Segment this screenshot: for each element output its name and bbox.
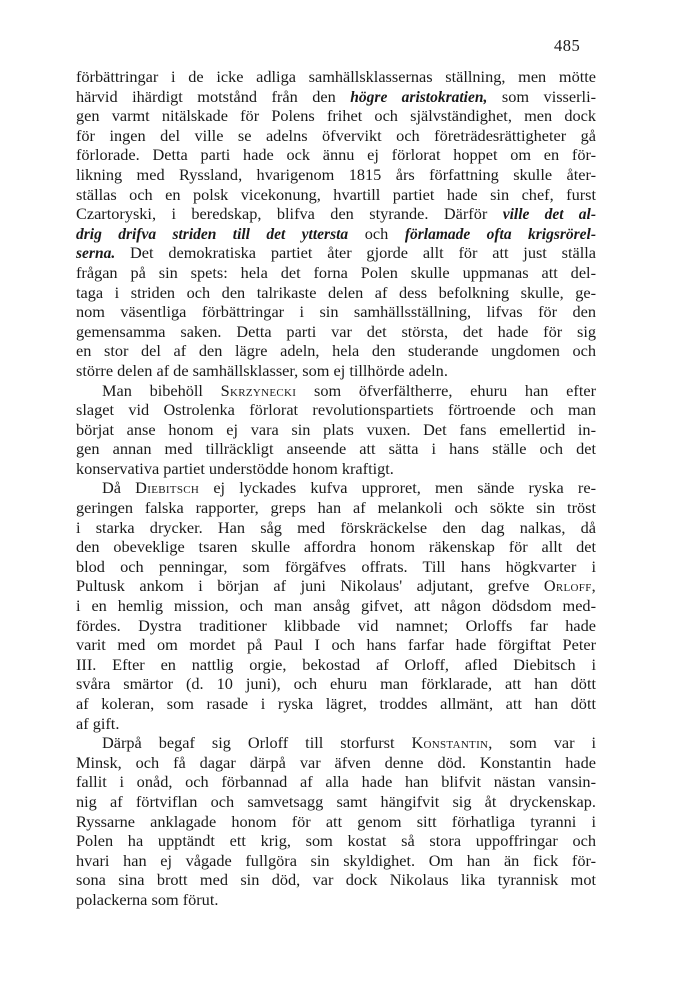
text-segment: en stor del af den lägre adeln, hela den studerande ungdomen och — [76, 341, 596, 361]
text-segment: frågan på sin spets: hela det forna Polen skulle uppmanas att del- — [76, 262, 596, 282]
text-line — [76, 890, 596, 910]
text-line — [76, 616, 596, 636]
text-line — [76, 224, 596, 244]
text-segment: för ingen del ville se adelns öfvervikt och företrädesrättigheter gå — [76, 125, 596, 145]
text-line — [76, 459, 596, 479]
text-line — [76, 361, 596, 381]
text-segment: konservativa partiet understödde honom kraftigt. — [76, 458, 394, 478]
text-segment: i starka drycker. Han såg med förskräckelse den dag nalkas, då — [76, 517, 596, 537]
page-number: 485 — [554, 36, 581, 55]
text-line — [76, 518, 596, 538]
text-line — [76, 557, 596, 577]
text-segment: förbättringar i de icke adliga samhällsklassernas ställning, men mötte — [76, 67, 596, 86]
text-segment: Polen ha upptändt ett krig, som kostat så stora uppoffringar och — [76, 831, 596, 851]
text-line — [76, 204, 596, 224]
text-line — [76, 341, 596, 361]
text-segment: likning med Ryssland, hvarigenom 1815 års författning skulle åter- — [76, 164, 596, 184]
text-line — [76, 420, 596, 440]
text-line — [76, 283, 596, 303]
text-line — [76, 851, 596, 871]
emphasis-text: drig drifva striden till det yttersta — [76, 225, 349, 243]
text-line — [76, 381, 596, 401]
text-segment: Då — [102, 478, 136, 498]
text-line — [76, 537, 596, 557]
text-line — [76, 674, 596, 694]
text-segment: sona sina brott med sin död, var dock Nikolaus lika tyrannisk mot — [76, 870, 596, 890]
text-segment: fördes. Dystra traditioner klibbade vid namnet; Orloffs far hade — [76, 615, 596, 635]
text-segment: börjat anse honom ej vara sin plats vuxen. Det fans emellertid in- — [76, 419, 596, 439]
text-line — [76, 812, 596, 832]
text-segment: ställas och en polsk vicekonung, hvartill partiet hade sin chef, furst — [76, 184, 596, 204]
text-segment: nig af förtviflan och samvetsagg samt hängifvit sig åt dryckenskap. — [76, 791, 596, 811]
text-segment: fallit i onåd, och förbannad af alla hade han blifvit nästan vansin- — [76, 772, 596, 792]
text-line — [76, 67, 596, 87]
text-segment: Det demokratiska partiet åter gjorde allt för att just ställa — [115, 243, 596, 263]
text-segment: som visserli- — [487, 86, 597, 106]
text-segment: af koleran, som rasade i ryska lägret, troddes allmänt, att han dött — [76, 694, 596, 713]
text-line — [76, 576, 596, 596]
text-segment: Czartoryski, i beredskap, blifva den styrande. Därför — [76, 204, 503, 224]
text-line — [76, 263, 596, 283]
text-segment: blod och penningar, som förgäfves offrats. Till hans högkvarter i — [76, 556, 596, 576]
text-segment: större delen af de samhällsklasser, som ej tillhörde adeln. — [76, 360, 448, 380]
text-line — [76, 87, 596, 107]
name-text: Skrzynecki — [220, 380, 297, 400]
text-segment: Därpå begaf sig Orloff till storfurst — [102, 733, 412, 753]
text-line — [76, 302, 596, 322]
text-segment: Pultusk ankom i början af juni Nikolaus' adjutant, grefve — [76, 576, 544, 596]
text-line — [76, 322, 596, 342]
text-line — [76, 145, 596, 165]
text-segment: gen annan med tillräckligt anseende att sätta i hans ställe och det — [76, 439, 596, 459]
text-line — [76, 792, 596, 812]
text-segment: gen varmt nitälskade för Polens frihet och självständighet, men dock — [76, 106, 596, 126]
text-line — [76, 126, 596, 146]
text-line — [76, 772, 596, 792]
text-segment: III. Efter en nattlig orgie, bekostad af Orloff, afled Diebitsch i — [76, 654, 596, 674]
text-segment: ej lyckades kufva upproret, men sände ryska re- — [199, 478, 596, 498]
text-line — [76, 185, 596, 205]
text-segment: härvid ihärdigt motstånd från den — [76, 86, 351, 106]
text-line — [76, 243, 596, 263]
emphasis-text: förlamade ofta krigsrörel- — [404, 225, 597, 243]
text-segment: förlorade. Detta parti hade ock ännu ej förlorat hoppet om en för- — [76, 145, 596, 165]
text-line — [76, 165, 596, 185]
text-line — [76, 106, 596, 126]
text-segment: geringen falska rapporter, greps han af melankoli och sökte sin tröst — [76, 498, 596, 518]
text-line — [76, 870, 596, 890]
text-line — [76, 596, 596, 616]
name-text: Orloff, — [543, 576, 596, 596]
text-line — [76, 655, 596, 675]
text-segment: af gift. — [76, 713, 120, 733]
text-segment: som öfverfältherre, ehuru han efter — [296, 380, 596, 400]
emphasis-text: högre aristokratien, — [350, 88, 488, 106]
text-segment: Man bibehöll — [102, 380, 221, 400]
text-line — [76, 439, 596, 459]
text-segment: taga i striden och den talrikaste delen af dess befolkning skulle, ge- — [76, 282, 596, 302]
name-text: Diebitsch — [135, 478, 200, 498]
text-segment: som var i — [492, 733, 596, 753]
text-segment: hvari han ej vågade fullgöra sin skyldighet. Om han än fick för- — [76, 850, 596, 870]
text-segment: nom väsentliga förbättringar i sin samhällsställning, lifvas för den — [76, 302, 596, 322]
text-segment: Ryssarne anklagade honom för att genom sitt förhatliga tyranni i — [76, 811, 596, 831]
text-line — [76, 478, 596, 498]
text-segment: slaget vid Ostrolenka förlorat revolutionspartiets förtroende och man — [76, 400, 596, 420]
text-segment: Minsk, och få dagar därpå var äfven denne död. Konstantin hade — [76, 752, 596, 772]
text-segment: varit med om mordet på Paul I och hans farfar hade förgiftat Peter — [76, 635, 596, 655]
body-text — [76, 67, 596, 910]
text-line — [76, 400, 596, 420]
text-line — [76, 733, 596, 753]
text-segment: gemensamma saken. Detta parti var det största, det hade för sig — [76, 321, 596, 341]
text-line — [76, 831, 596, 851]
text-segment: och — [348, 223, 405, 243]
text-line — [76, 714, 596, 734]
text-segment: svåra smärtor (d. 10 juni), och ehuru man förklarade, att han dött — [76, 674, 596, 694]
emphasis-text: ville det al- — [502, 206, 596, 224]
text-segment: polackerna som förut. — [76, 889, 219, 909]
emphasis-text: serna. — [76, 245, 116, 263]
text-line — [76, 498, 596, 518]
text-segment: den obeveklige tsaren skulle affordra honom räkenskap för allt det — [76, 537, 596, 557]
name-text: Konstantin, — [411, 733, 493, 753]
text-line — [76, 753, 596, 773]
text-line — [76, 635, 596, 655]
text-line — [76, 694, 596, 714]
text-segment: i en hemlig mission, och man ansåg gifvet, att någon dödsdom med- — [76, 596, 596, 616]
